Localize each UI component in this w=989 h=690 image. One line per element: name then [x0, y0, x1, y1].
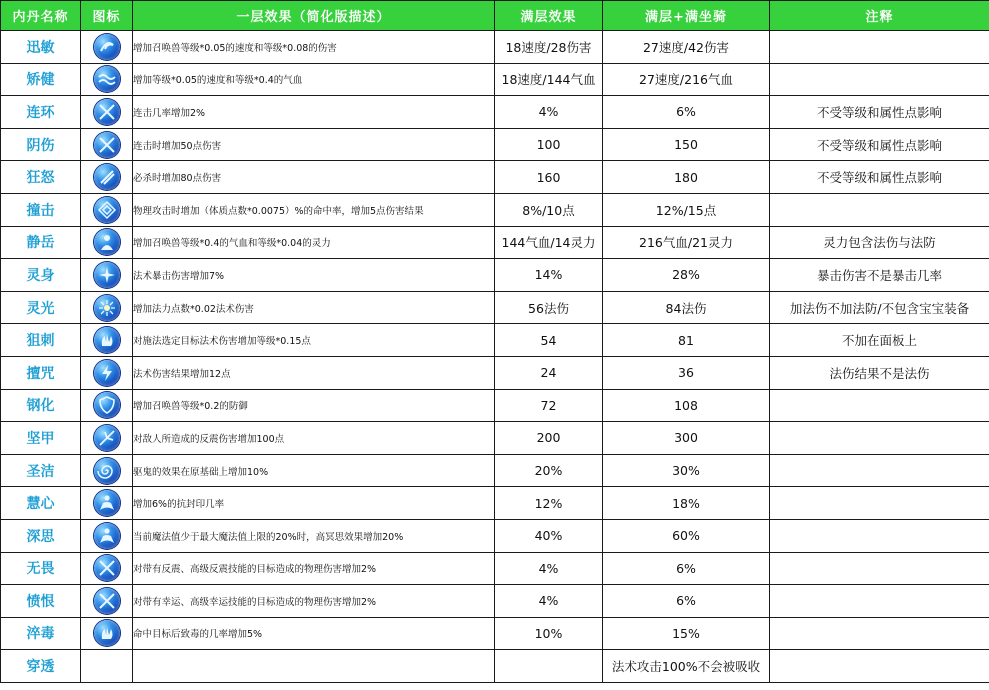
note-cell: 不受等级和属性点影响: [770, 96, 989, 129]
table-row: [1, 31, 989, 64]
note-cell: [770, 552, 989, 585]
full-mount-effect-cell: 27速度/216气血: [603, 63, 770, 96]
core-icon-cell: [81, 519, 133, 552]
core-name-cell: 撞击: [1, 193, 81, 226]
first-level-effect-cell: 增加召唤兽等级*0.2的防御: [133, 389, 495, 422]
note-cell: [770, 422, 989, 455]
full-level-effect-cell: 56法伤: [495, 291, 603, 324]
full-mount-effect-cell: 法术攻击100%不会被吸收: [603, 650, 770, 683]
header-name: 内丹名称: [1, 1, 81, 31]
hand-orb-icon: [94, 327, 120, 353]
full-mount-effect-cell: 6%: [603, 585, 770, 618]
core-name-cell: 无畏: [1, 552, 81, 585]
table-row: [1, 487, 989, 520]
full-mount-effect-cell: 108: [603, 389, 770, 422]
core-icon-cell: [81, 259, 133, 292]
core-name-cell: 迅敏: [1, 31, 81, 64]
core-icon-cell: [81, 63, 133, 96]
hand-orb-icon: [94, 620, 120, 646]
full-level-effect-cell: 10%: [495, 617, 603, 650]
note-cell: 不加在面板上: [770, 324, 989, 357]
core-name-cell: 穿透: [1, 650, 81, 683]
note-cell: 不受等级和属性点影响: [770, 161, 989, 194]
core-name-cell: 矫健: [1, 63, 81, 96]
first-level-effect-cell: 物理攻击时增加（体质点数*0.0075）%的命中率，增加5点伤害结果: [133, 193, 495, 226]
first-level-effect-cell: 对带有幸运、高级幸运技能的目标造成的物理伤害增加2%: [133, 585, 495, 618]
first-level-effect-cell: 连击几率增加2%: [133, 96, 495, 129]
core-name-cell: 钢化: [1, 389, 81, 422]
full-mount-effect-cell: 6%: [603, 552, 770, 585]
spiral-orb-icon: [94, 458, 120, 484]
table-header-row: [1, 1, 989, 31]
note-cell: [770, 650, 989, 683]
full-level-effect-cell: 144气血/14灵力: [495, 226, 603, 259]
first-level-effect-cell: 法术暴击伤害增加7%: [133, 259, 495, 292]
diamond-orb-icon: [94, 197, 120, 223]
first-level-effect-cell: 增加6%的抗封印几率: [133, 487, 495, 520]
note-cell: [770, 31, 989, 64]
full-mount-effect-cell: 6%: [603, 96, 770, 129]
first-level-effect-cell: 对敌人所造成的反震伤害增加100点: [133, 422, 495, 455]
full-level-effect-cell: 4%: [495, 585, 603, 618]
table-row: [1, 324, 989, 357]
core-icon-cell: [81, 487, 133, 520]
core-name-cell: 淬毒: [1, 617, 81, 650]
first-level-effect-cell: 驱鬼的效果在原基础上增加10%: [133, 454, 495, 487]
header-full-mount-effect: 满层+满坐骑: [603, 1, 770, 31]
note-cell: [770, 585, 989, 618]
core-icon-cell: [81, 291, 133, 324]
table-row: [1, 128, 989, 161]
swirl-orb-icon: [94, 34, 120, 60]
table-row: [1, 519, 989, 552]
core-icon-cell: [81, 324, 133, 357]
table-row: [1, 617, 989, 650]
note-cell: [770, 389, 989, 422]
first-level-effect-cell: 当前魔法值少于最大魔法值上限的20%时，高冥思效果增加20%: [133, 519, 495, 552]
first-level-effect-cell: 增加召唤兽等级*0.05的速度和等级*0.08的伤害: [133, 31, 495, 64]
full-mount-effect-cell: 15%: [603, 617, 770, 650]
table-row: [1, 226, 989, 259]
full-level-effect-cell: 24: [495, 356, 603, 389]
note-cell: [770, 193, 989, 226]
note-cell: [770, 454, 989, 487]
first-level-effect-cell: 增加等级*0.05的速度和等级*0.4的气血: [133, 63, 495, 96]
table-row: [1, 585, 989, 618]
full-level-effect-cell: 4%: [495, 552, 603, 585]
core-name-cell: 慧心: [1, 487, 81, 520]
radiance-orb-icon: [94, 295, 120, 321]
core-name-cell: 狂怒: [1, 161, 81, 194]
header-first-level-effect: 一层效果（简化版描述）: [133, 1, 495, 31]
first-level-effect-cell: 增加召唤兽等级*0.4的气血和等级*0.04的灵力: [133, 226, 495, 259]
full-mount-effect-cell: 60%: [603, 519, 770, 552]
full-level-effect-cell: 14%: [495, 259, 603, 292]
full-level-effect-cell: 160: [495, 161, 603, 194]
core-icon-cell: [81, 226, 133, 259]
meditate-orb-icon: [94, 490, 120, 516]
note-cell: [770, 519, 989, 552]
full-mount-effect-cell: 180: [603, 161, 770, 194]
meditate-orb-icon: [94, 523, 120, 549]
first-level-effect-cell: 对带有反震、高级反震技能的目标造成的物理伤害增加2%: [133, 552, 495, 585]
full-level-effect-cell: 12%: [495, 487, 603, 520]
note-cell: [770, 63, 989, 96]
full-mount-effect-cell: 36: [603, 356, 770, 389]
table-row: [1, 454, 989, 487]
note-cell: 不受等级和属性点影响: [770, 128, 989, 161]
table-row: [1, 291, 989, 324]
slash-orb-icon: [94, 164, 120, 190]
core-name-cell: 阴伤: [1, 128, 81, 161]
core-icon-cell: [81, 389, 133, 422]
core-name-cell: 灵光: [1, 291, 81, 324]
core-name-cell: 灵身: [1, 259, 81, 292]
first-level-effect-cell: 连击时增加50点伤害: [133, 128, 495, 161]
core-icon-cell: [81, 422, 133, 455]
full-mount-effect-cell: 216气血/21灵力: [603, 226, 770, 259]
core-name-cell: 擅咒: [1, 356, 81, 389]
core-icon-cell: [81, 128, 133, 161]
table-row: [1, 259, 989, 292]
full-level-effect-cell: 4%: [495, 96, 603, 129]
crossed-blades-orb-icon: [94, 132, 120, 158]
core-icon-cell: [81, 161, 133, 194]
table-row: [1, 356, 989, 389]
core-icon-cell: [81, 96, 133, 129]
header-full-level-effect: 满层效果: [495, 1, 603, 31]
header-notes: 注释: [770, 1, 989, 31]
core-icon-cell: [81, 650, 133, 683]
table-row: [1, 650, 989, 683]
table-row: [1, 96, 989, 129]
core-name-cell: 连环: [1, 96, 81, 129]
table-row: [1, 422, 989, 455]
full-mount-effect-cell: 84法伤: [603, 291, 770, 324]
core-name-cell: 深思: [1, 519, 81, 552]
full-mount-effect-cell: 27速度/42伤害: [603, 31, 770, 64]
note-cell: [770, 487, 989, 520]
full-mount-effect-cell: 12%/15点: [603, 193, 770, 226]
full-level-effect-cell: 200: [495, 422, 603, 455]
table-row: [1, 389, 989, 422]
full-mount-effect-cell: 18%: [603, 487, 770, 520]
full-level-effect-cell: [495, 650, 603, 683]
full-level-effect-cell: 8%/10点: [495, 193, 603, 226]
table-row: [1, 552, 989, 585]
spark-orb-icon: [94, 425, 120, 451]
crossed-blades-orb-icon: [94, 99, 120, 125]
wave-orb-icon: [94, 66, 120, 92]
note-cell: 暴击伤害不是暴击几率: [770, 259, 989, 292]
full-level-effect-cell: 54: [495, 324, 603, 357]
crossed-blades-orb-icon: [94, 588, 120, 614]
table-row: [1, 161, 989, 194]
full-mount-effect-cell: 81: [603, 324, 770, 357]
first-level-effect-cell: 对施法选定目标法术伤害增加等级*0.15点: [133, 324, 495, 357]
note-cell: 法伤结果不是法伤: [770, 356, 989, 389]
figure-orb-icon: [94, 229, 120, 255]
core-icon-cell: [81, 454, 133, 487]
first-level-effect-cell: 法术伤害结果增加12点: [133, 356, 495, 389]
full-mount-effect-cell: 28%: [603, 259, 770, 292]
lightning-orb-icon: [94, 360, 120, 386]
crossed-blades-orb-icon: [94, 555, 120, 581]
note-cell: 灵力包含法伤与法防: [770, 226, 989, 259]
core-icon-cell: [81, 356, 133, 389]
full-level-effect-cell: 18速度/28伤害: [495, 31, 603, 64]
first-level-effect-cell: 增加法力点数*0.02法术伤害: [133, 291, 495, 324]
core-name-cell: 愤恨: [1, 585, 81, 618]
core-icon-cell: [81, 31, 133, 64]
first-level-effect-cell: [133, 650, 495, 683]
first-level-effect-cell: 必杀时增加80点伤害: [133, 161, 495, 194]
note-cell: [770, 617, 989, 650]
full-mount-effect-cell: 300: [603, 422, 770, 455]
full-level-effect-cell: 100: [495, 128, 603, 161]
core-icon-cell: [81, 552, 133, 585]
header-icon: 图标: [81, 1, 133, 31]
full-mount-effect-cell: 150: [603, 128, 770, 161]
full-mount-effect-cell: 30%: [603, 454, 770, 487]
core-name-cell: 静岳: [1, 226, 81, 259]
note-cell: 加法伤不加法防/不包含宝宝装备: [770, 291, 989, 324]
full-level-effect-cell: 72: [495, 389, 603, 422]
shield-orb-icon: [94, 392, 120, 418]
first-level-effect-cell: 命中目标后致毒的几率增加5%: [133, 617, 495, 650]
core-name-cell: 狙刺: [1, 324, 81, 357]
table-row: [1, 63, 989, 96]
core-icon-cell: [81, 585, 133, 618]
core-name-cell: 圣洁: [1, 454, 81, 487]
full-level-effect-cell: 20%: [495, 454, 603, 487]
full-level-effect-cell: 18速度/144气血: [495, 63, 603, 96]
core-icon-cell: [81, 193, 133, 226]
table-row: [1, 193, 989, 226]
burst-orb-icon: [94, 262, 120, 288]
core-name-cell: 坚甲: [1, 422, 81, 455]
core-icon-cell: [81, 617, 133, 650]
full-level-effect-cell: 40%: [495, 519, 603, 552]
